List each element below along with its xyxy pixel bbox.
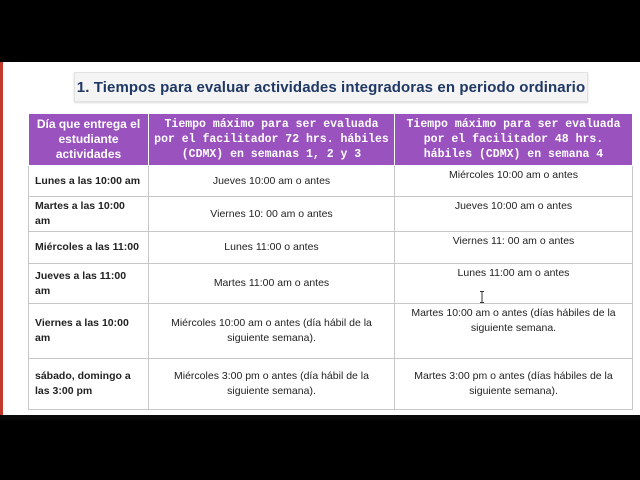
header-72-hours: Tiempo máximo para ser evaluada por el facilitador 72 hrs. hábiles (CDMX) en semanas 1, 2 y 3 (149, 114, 395, 166)
cell-delivery-day: Jueves a las 11:00 am (29, 264, 149, 304)
cell-48h-deadline: Jueves 10:00 am o antes (395, 197, 633, 232)
cell-72h-deadline: Jueves 10:00 am o antes (149, 166, 395, 197)
header-48-hours: Tiempo máximo para ser evaluada por el facilitador 48 hrs. hábiles (CDMX) en semana 4 (395, 114, 633, 166)
cell-72h-deadline: Viernes 10: 00 am o antes (149, 197, 395, 232)
cell-72h-deadline: Miércoles 10:00 am o antes (día hábil de la siguiente semana). (149, 304, 395, 359)
cell-72h-deadline: Martes 11:00 am o antes (149, 264, 395, 304)
cell-delivery-day: Viernes a las 10:00 am (29, 304, 149, 359)
cell-delivery-day: Martes a las 10:00 am (29, 197, 149, 232)
page-title: 1. Tiempos para evaluar actividades integradoras en periodo ordinario (76, 78, 586, 96)
table-row (29, 264, 633, 304)
cell-48h-deadline: Martes 10:00 am o antes (días hábiles de la siguiente semana. (395, 304, 633, 359)
table-header-row (29, 114, 633, 166)
table-row (29, 232, 633, 264)
text-cursor-icon (479, 291, 485, 303)
cell-48h-deadline: Martes 3:00 pm o antes (días hábiles de la siguiente semana). (395, 359, 633, 410)
cell-delivery-day: Lunes a las 10:00 am (29, 166, 149, 197)
table-row (29, 304, 633, 359)
evaluation-schedule-table (28, 113, 633, 410)
table-row (29, 197, 633, 232)
cell-delivery-day: sábado, domingo a las 3:00 pm (29, 359, 149, 410)
cell-72h-deadline: Miércoles 3:00 pm o antes (día hábil de la siguiente semana). (149, 359, 395, 410)
bottom-strip (0, 415, 640, 420)
table-row (29, 166, 633, 197)
slide-edge-accent (0, 62, 3, 415)
presentation-slide (0, 62, 640, 415)
table-row (29, 359, 633, 410)
header-delivery-day: Día que entrega el estudiante actividades (29, 114, 149, 166)
cell-48h-deadline: Miércoles 10:00 am o antes (395, 166, 633, 197)
title-box (74, 72, 588, 102)
cell-48h-deadline: Viernes 11: 00 am o antes (395, 232, 633, 264)
cell-72h-deadline: Lunes 11:00 o antes (149, 232, 395, 264)
cell-48h-deadline: Lunes 11:00 am o antes (395, 264, 633, 304)
cell-delivery-day: Miércoles a las 11:00 (29, 232, 149, 264)
